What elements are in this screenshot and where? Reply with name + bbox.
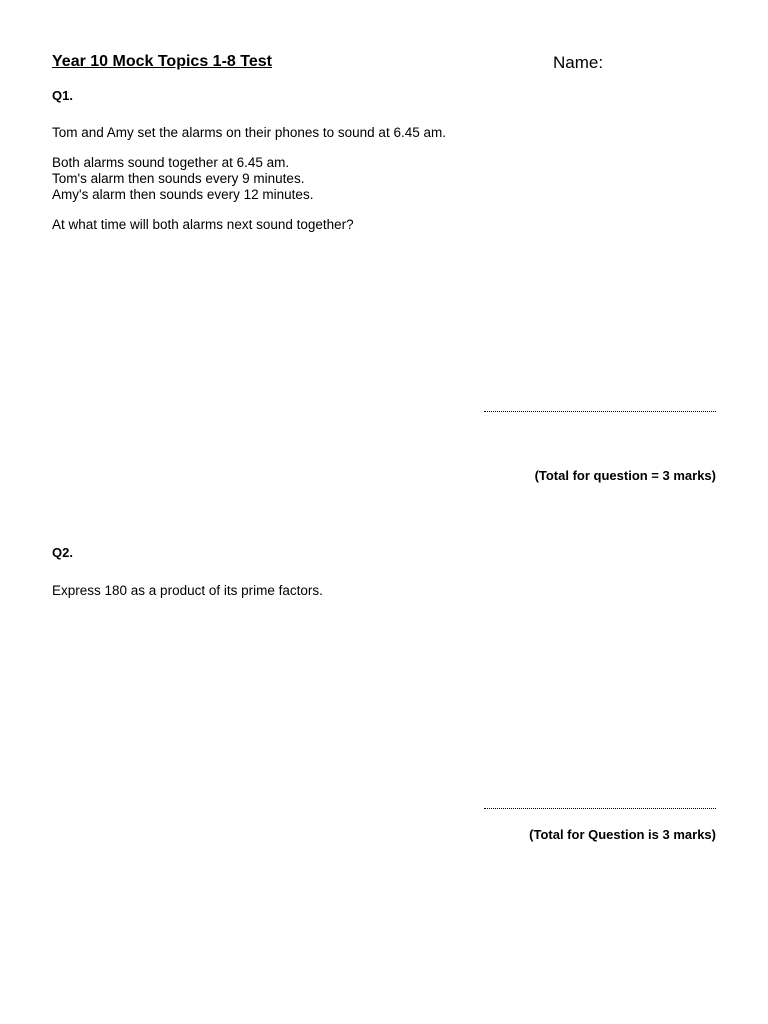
question-2-number: Q2. <box>52 545 73 560</box>
question-1-text-line-3: Tom's alarm then sounds every 9 minutes. <box>52 171 305 186</box>
name-label: Name: <box>553 53 604 72</box>
question-1-answer-line[interactable] <box>484 411 716 412</box>
question-2-answer-line[interactable] <box>484 808 716 809</box>
question-1-number: Q1. <box>52 88 73 103</box>
question-1-text-line-2: Both alarms sound together at 6.45 am. <box>52 155 290 170</box>
question-2-text-line-1: Express 180 as a product of its prime factors. <box>52 583 323 598</box>
question-1-marks: (Total for question = 3 marks) <box>534 468 716 483</box>
question-1-text-line-1: Tom and Amy set the alarms on their phones to sound at 6.45 am. <box>52 125 446 140</box>
question-2-marks: (Total for Question is 3 marks) <box>529 827 716 842</box>
question-1-text-line-4: Amy's alarm then sounds every 12 minutes. <box>52 187 314 202</box>
page-title: Year 10 Mock Topics 1-8 Test <box>52 53 272 70</box>
question-1-text-line-5: At what time will both alarms next sound together? <box>52 217 354 232</box>
